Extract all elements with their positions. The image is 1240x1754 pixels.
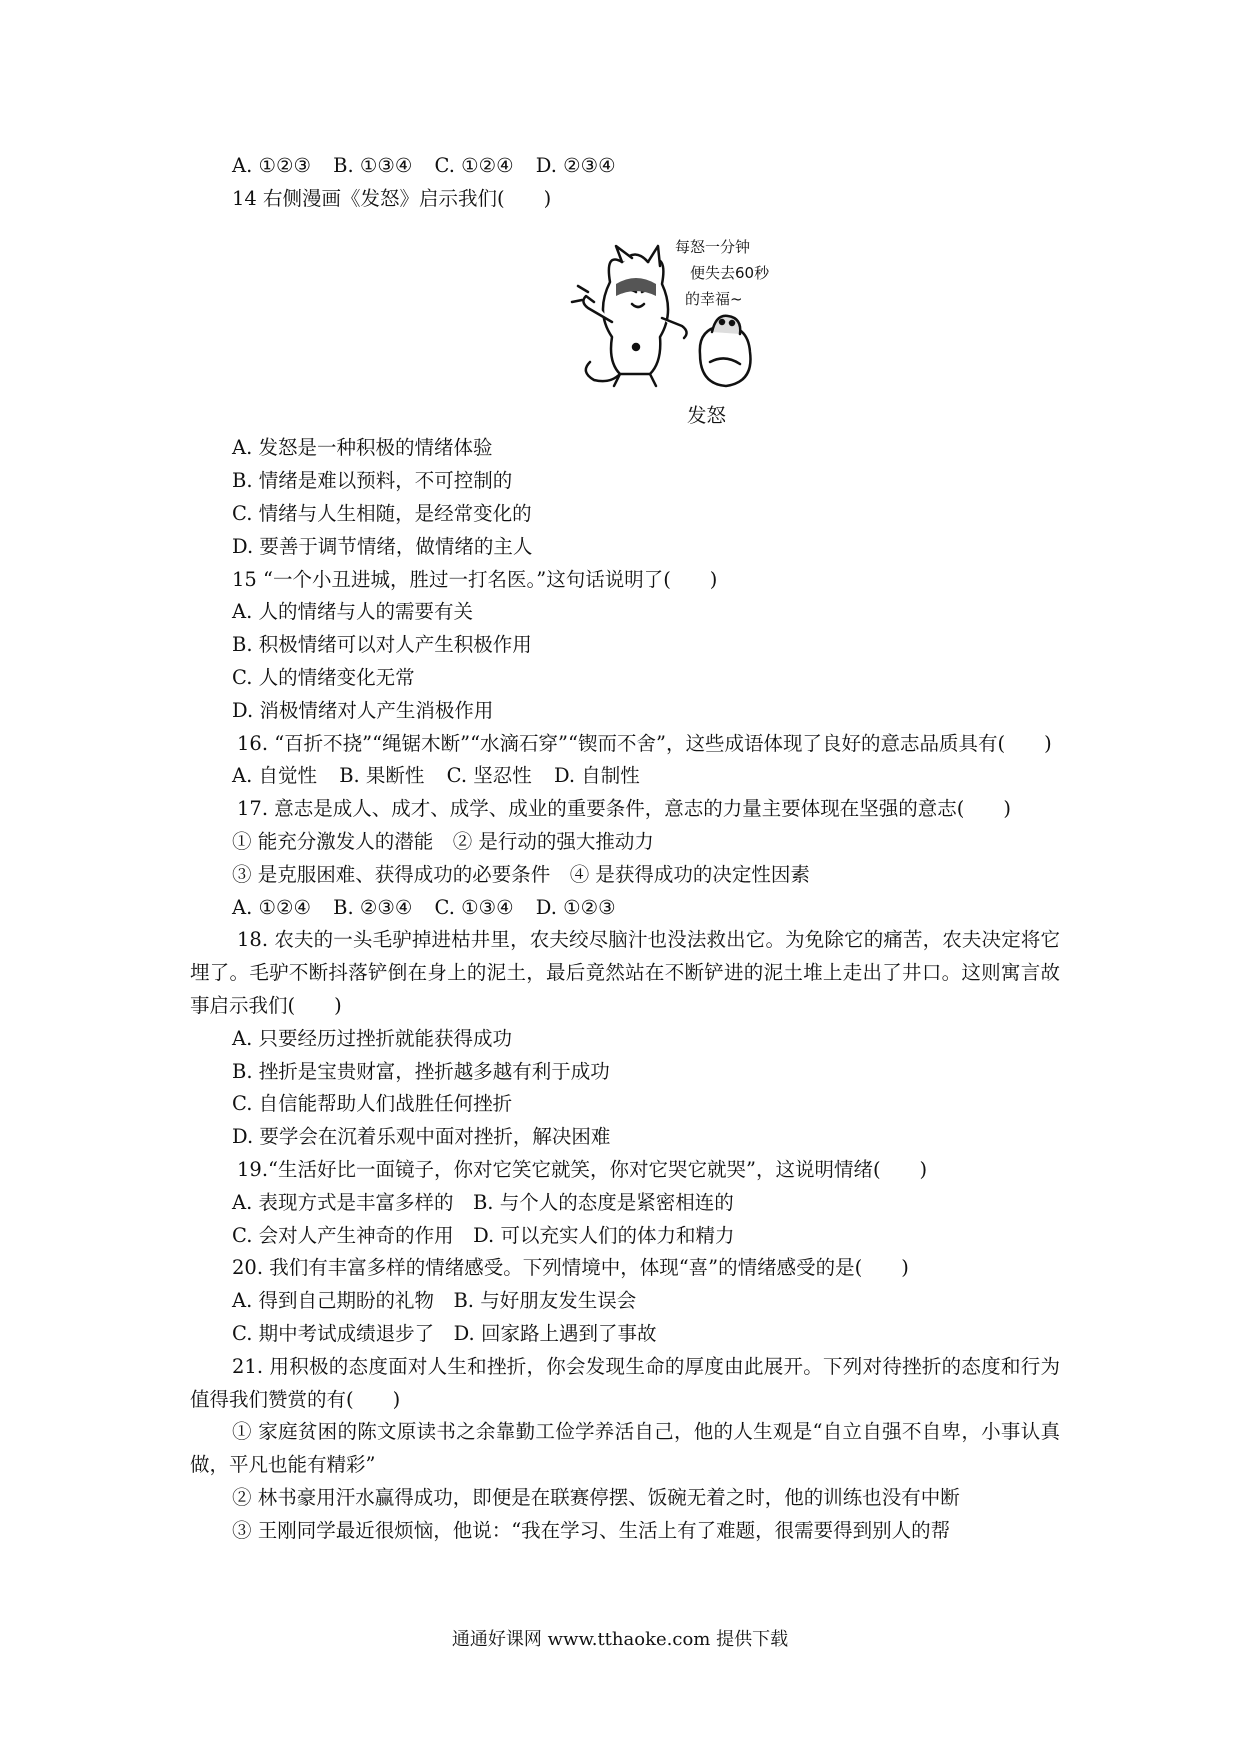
q18-option-a: A. 只要经历过挫折就能获得成功 — [232, 1026, 512, 1050]
question-17-stem: 17. 意志是成人、成才、成学、成业的重要条件，意志的力量主要体现在坚强的意志( ) — [237, 797, 1011, 821]
q15-option-d: D. 消极情绪对人产生消极作用 — [232, 698, 494, 722]
option: B. ②③④ — [333, 895, 413, 919]
option: B. 果断性 — [339, 764, 425, 788]
q17-items-2: ③ 是克服困难、获得成功的必要条件 ④ 是获得成功的决定性因素 — [232, 862, 810, 886]
question-19-stem: 19.“生活好比一面镜子，你对它笑它就笑，你对它哭它就哭”，这说明情绪( ) — [237, 1157, 928, 1181]
previous-question-options — [190, 150, 1060, 183]
question-14-stem: 14 右侧漫画《发怒》启示我们( ) — [232, 186, 552, 210]
cartoon-text-line-1: 每怒一分钟 — [675, 237, 751, 256]
option: A. ①②④ — [232, 895, 311, 919]
cartoon-text-line-3: 的幸福~ — [685, 289, 743, 308]
question-18-stem: 18. 农夫的一头毛驴掉进枯井里，农夫绞尽脑汁也没法救出它。为免除它的痛苦，农夫决定将它埋了。毛驴不断抖落铲倒在身上的泥土，最后竟然站在不断铲进的泥土堆上走出了井口。这则寓言故事启示我们( ) — [190, 928, 1060, 1017]
q21-item-3: ③ 王刚同学最近很烦恼，他说：“我在学习、生活上有了难题，很需要得到别人的帮 — [232, 1518, 951, 1542]
q16-options — [190, 760, 1060, 793]
cartoon-text-line-2: 便失去60秒 — [690, 263, 770, 282]
q20-options-1: A. 得到自己期盼的礼物 B. 与好朋友发生误会 — [232, 1289, 637, 1313]
option: A. ①②③ — [232, 154, 311, 177]
q19-options-1: A. 表现方式是丰富多样的 B. 与个人的态度是紧密相连的 — [232, 1190, 734, 1214]
q20-options-2: C. 期中考试成绩退步了 D. 回家路上遇到了事故 — [232, 1321, 657, 1345]
question-15-stem: 15 “一个小丑进城，胜过一打名医。”这句话说明了( ) — [232, 567, 718, 591]
option: D. ①②③ — [535, 895, 616, 919]
option: C. 坚忍性 — [446, 764, 532, 788]
exam-page — [190, 150, 1060, 1547]
option: D. 自制性 — [553, 764, 640, 788]
anger-cartoon-figure — [190, 222, 1060, 400]
question-16-stem: 16. “百折不挠”“绳锯木断”“水滴石穿”“锲而不舍”，这些成语体现了良好的意志品质具有( ) — [237, 731, 1052, 755]
page-footer: 通通好课网 www.tthaoke.com 提供下载 — [451, 1629, 789, 1650]
option: B. ①③④ — [333, 154, 413, 177]
q14-option-d: D. 要善于调节情绪，做情绪的主人 — [232, 534, 533, 558]
q18-option-c: C. 自信能帮助人们战胜任何挫折 — [232, 1092, 513, 1116]
q15-option-a: A. 人的情绪与人的需要有关 — [232, 600, 473, 624]
option: C. ①②④ — [434, 154, 514, 177]
question-20-stem: 20. 我们有丰富多样的情绪感受。下列情境中，体现“喜”的情绪感受的是( ) — [232, 1256, 909, 1280]
cartoon-cat-illustration — [550, 222, 870, 400]
q18-option-b: B. 挫折是宝贵财富，挫折越多越有利于成功 — [232, 1059, 610, 1083]
q19-options-2: C. 会对人产生神奇的作用 D. 可以充实人们的体力和精力 — [232, 1223, 735, 1247]
option: D. ②③④ — [535, 154, 616, 177]
option: C. ①③④ — [434, 895, 514, 919]
q15-option-b: B. 积极情绪可以对人产生积极作用 — [232, 633, 532, 657]
option: A. 自觉性 — [232, 764, 317, 788]
q15-option-c: C. 人的情绪变化无常 — [232, 665, 415, 689]
q14-option-a: A. 发怒是一种积极的情绪体验 — [232, 436, 493, 460]
q17-items-1: ① 能充分激发人的潜能 ② 是行动的强大推动力 — [232, 829, 654, 853]
question-21-stem: 21. 用积极的态度面对人生和挫折，你会发现生命的厚度由此展开。下列对待挫折的态度和行为值得我们赞赏的有( ) — [190, 1354, 1060, 1411]
q17-options — [190, 892, 1060, 925]
q21-item-1: ① 家庭贫困的陈文原读书之余靠勤工俭学养活自己，他的人生观是“自立自强不自卑，小事认真做，平凡也能有精彩” — [190, 1420, 1060, 1477]
q14-option-c: C. 情绪与人生相随，是经常变化的 — [232, 501, 532, 525]
q14-option-b: B. 情绪是难以预料，不可控制的 — [232, 469, 513, 493]
figure-caption: 发怒 — [687, 403, 727, 427]
q18-option-d: D. 要学会在沉着乐观中面对挫折，解决困难 — [232, 1125, 611, 1149]
q21-item-2: ② 林书豪用汗水赢得成功，即便是在联赛停摆、饭碗无着之时，他的训练也没有中断 — [232, 1485, 960, 1509]
